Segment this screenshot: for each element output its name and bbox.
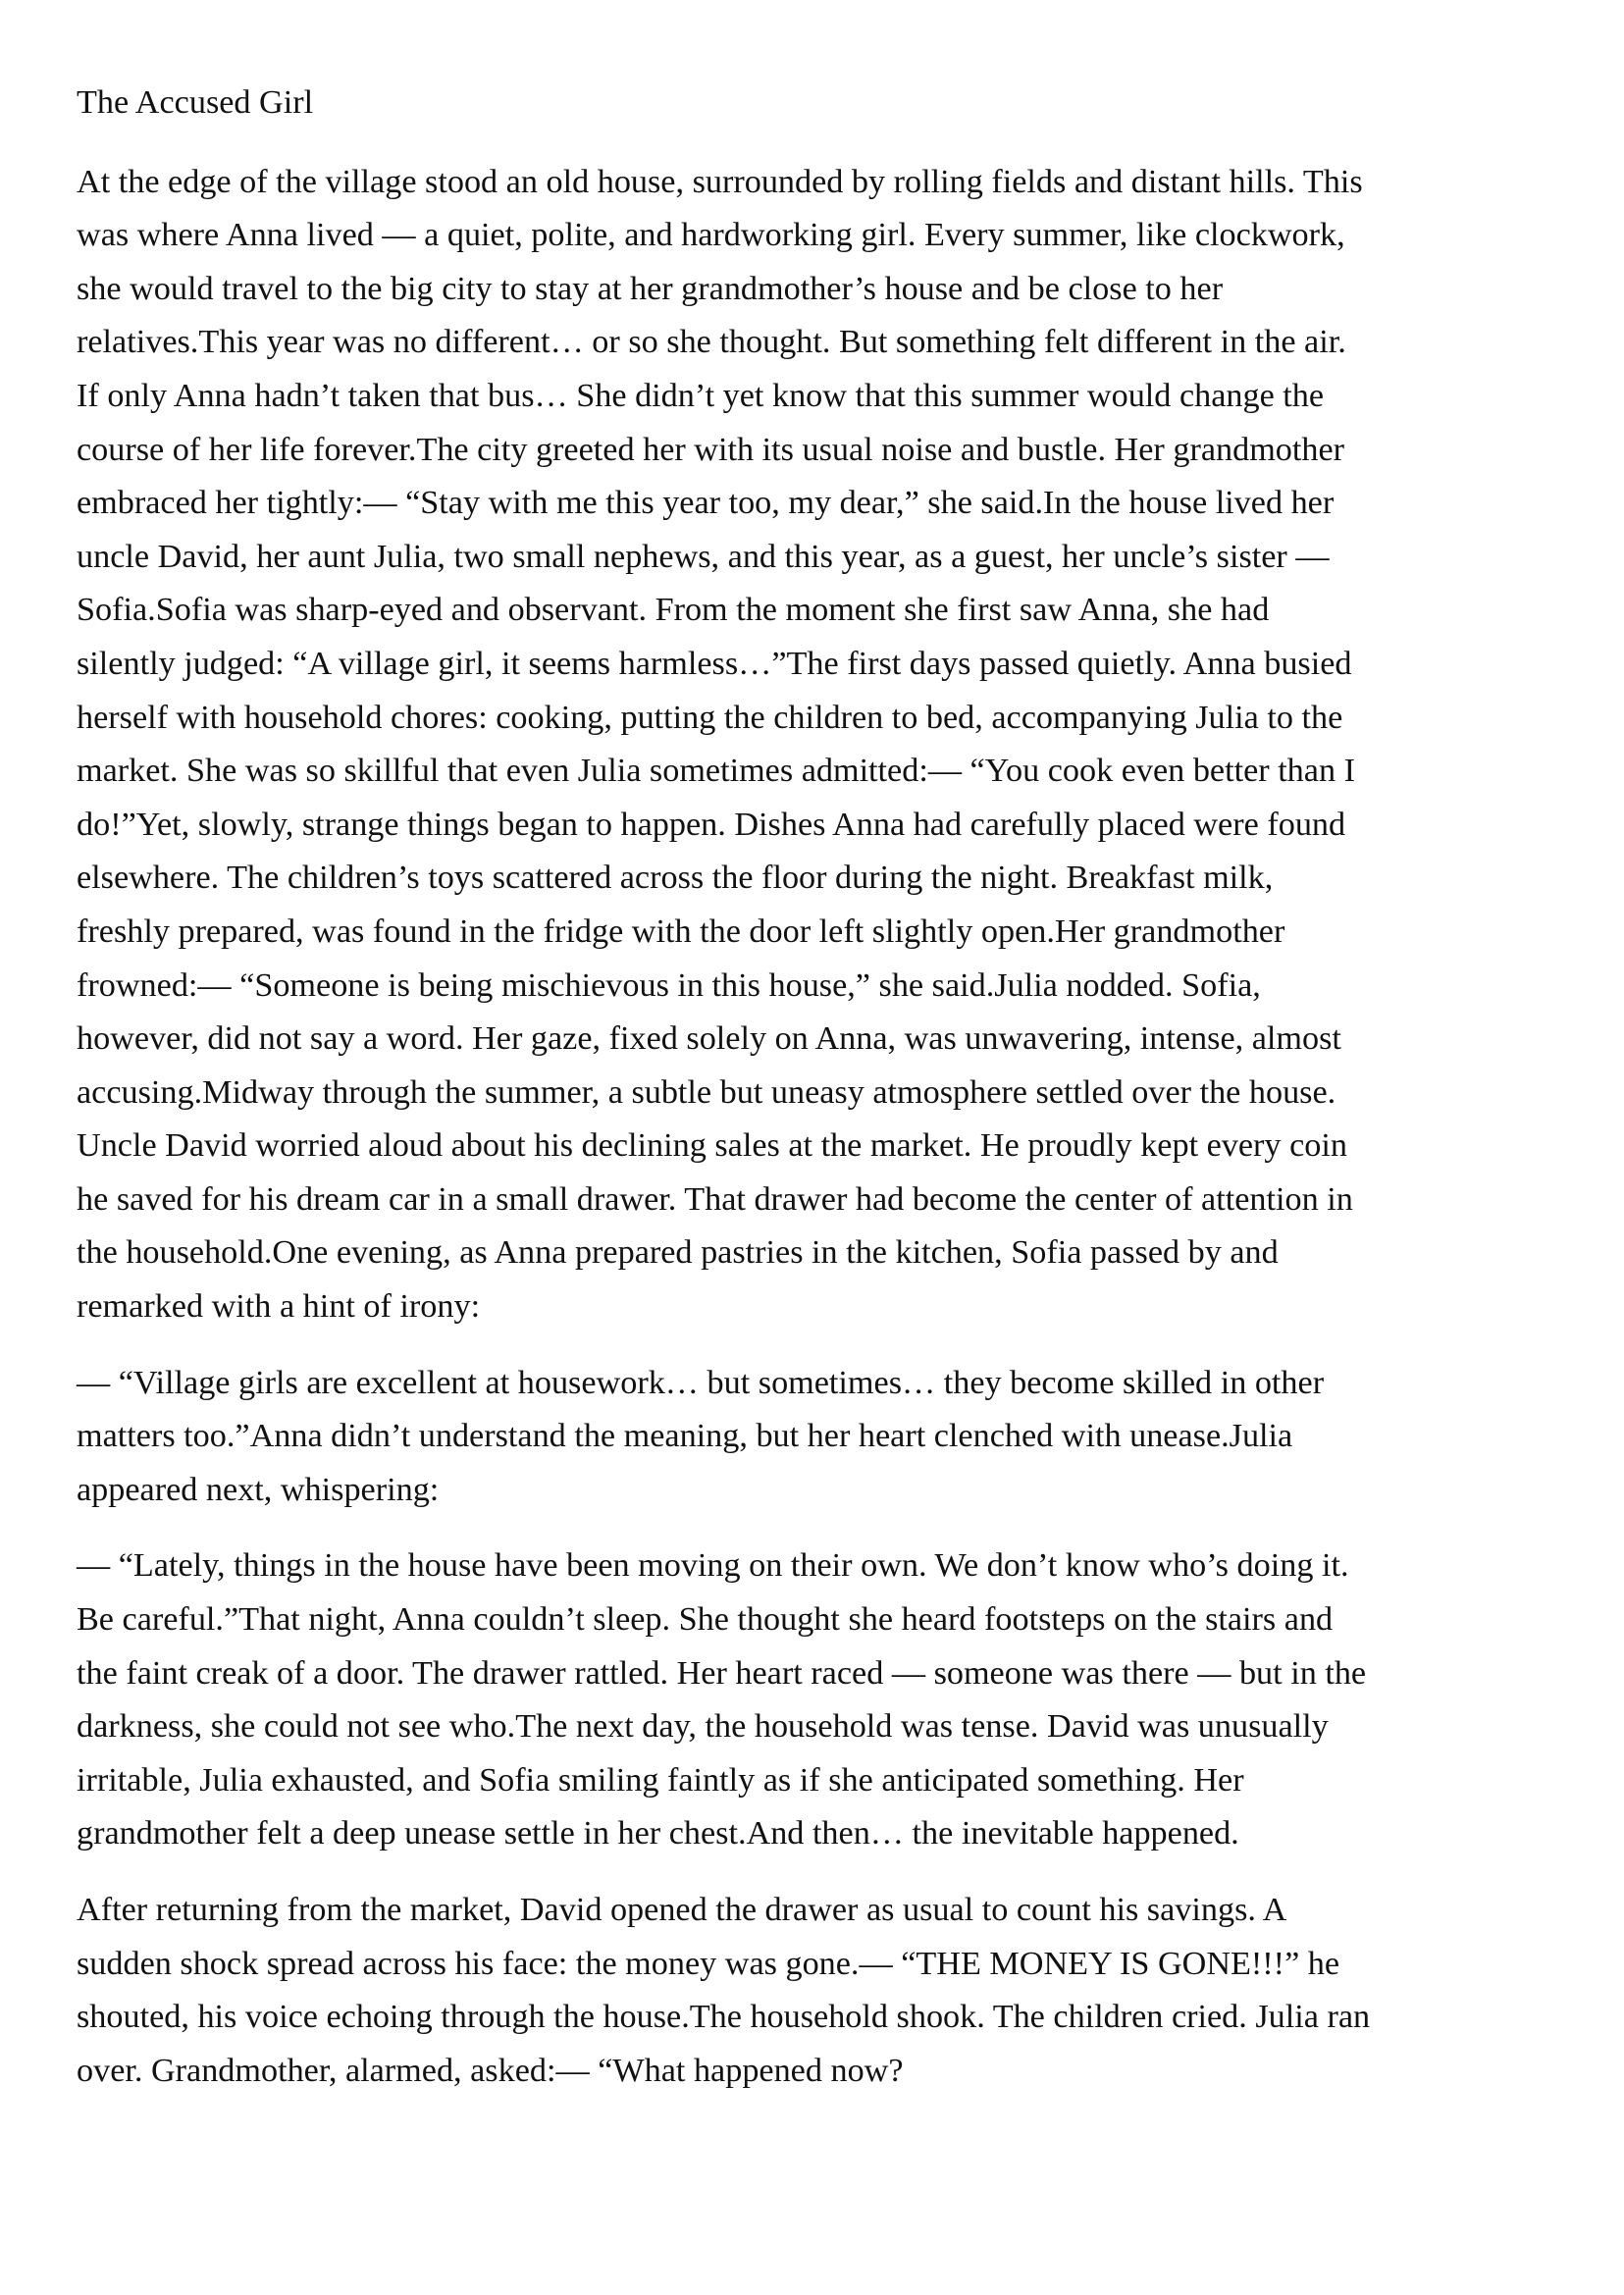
- paragraph-2: — “Village girls are excellent at housework… but sometimes… they become skilled in other matters too.”Anna didn’t understand the meaning, but her heart clenched with unease.Julia appeared next, whispering:: [77, 1364, 1325, 1508]
- paragraph-1: At the edge of the village stood an old house, surrounded by rolling fields and distant hills. This was where Anna lived — a quiet, polite, and hardworking girl. Every summer, like clockwork, she would travel to the big city to stay at her grandmother’s house and be close to her relatives.This year was no different… or so she thought. But something felt different in the air. If only Anna hadn’t taken that bus… She didn’t yet know that this summer would change the course of her life forever.The city greeted her with its usual noise and bustle. Her grandmother embraced her tightly:— “Stay with me this year too, my dear,” she said.In the house lived her uncle David, her aunt Julia, two small nephews, and this year, as a guest, her uncle’s sister — Sofia.Sofia was sharp-eyed and observant. From the moment she first saw Anna, she had silently judged: “A village girl, it seems harmless…”The first days passed quietly. Anna busied herself with household chores: cooking, putting the children to bed, accompanying Julia to the market. She was so skillful that even Julia sometimes admitted:— “You cook even better than I do!”Yet, slowly, strange things began to happen. Dishes Anna had carefully placed were found elsewhere. The children’s toys scattered across the floor during the night. Breakfast milk, freshly prepared, was found in the fridge with the door left slightly open.Her grandmother frowned:— “Someone is being mischievous in this house,” she said.Julia nodded. Sofia, however, did not say a word. Her gaze, fixed solely on Anna, was unwavering, intense, almost accusing.Midway through the summer, a subtle but uneasy atmosphere settled over the house. Uncle David worried aloud about his declining sales at the market. He proudly kept every coin he saved for his dream car in a small drawer. That drawer had become the center of attention in the household.One evening, as Anna prepared pastries in the kitchen, Sofia passed by and remarked with a hint of irony:: [77, 163, 1363, 1326]
- paragraph-4: After returning from the market, David opened the drawer as usual to count his savings. A sudden shock spread across his face: the money was gone.— “THE MONEY IS GONE!!!” he shouted, his voice echoing through the house.The household shook. The children cried. Julia ran over. Grandmother, alarmed, asked:— “What happened now?: [77, 1892, 1371, 2089]
- paragraph-3: — “Lately, things in the house have been moving on their own. We don’t know who’s doing it. Be careful.”That night, Anna couldn’t sleep. She thought she heard footsteps on the stairs and the faint creak of a door. The drawer rattled. Her heart raced — someone was there — but in the darkness, she could not see who.The next day, the household was tense. David was unusually irritable, Julia exhausted, and Sofia smiling faintly as if she anticipated something. Her grandmother felt a deep unease settle in her chest.And then… the inevitable happened.: [77, 1547, 1367, 1852]
- document-page: [77, 77, 1558, 2120]
- document-title: The Accused Girl: [77, 84, 314, 121]
